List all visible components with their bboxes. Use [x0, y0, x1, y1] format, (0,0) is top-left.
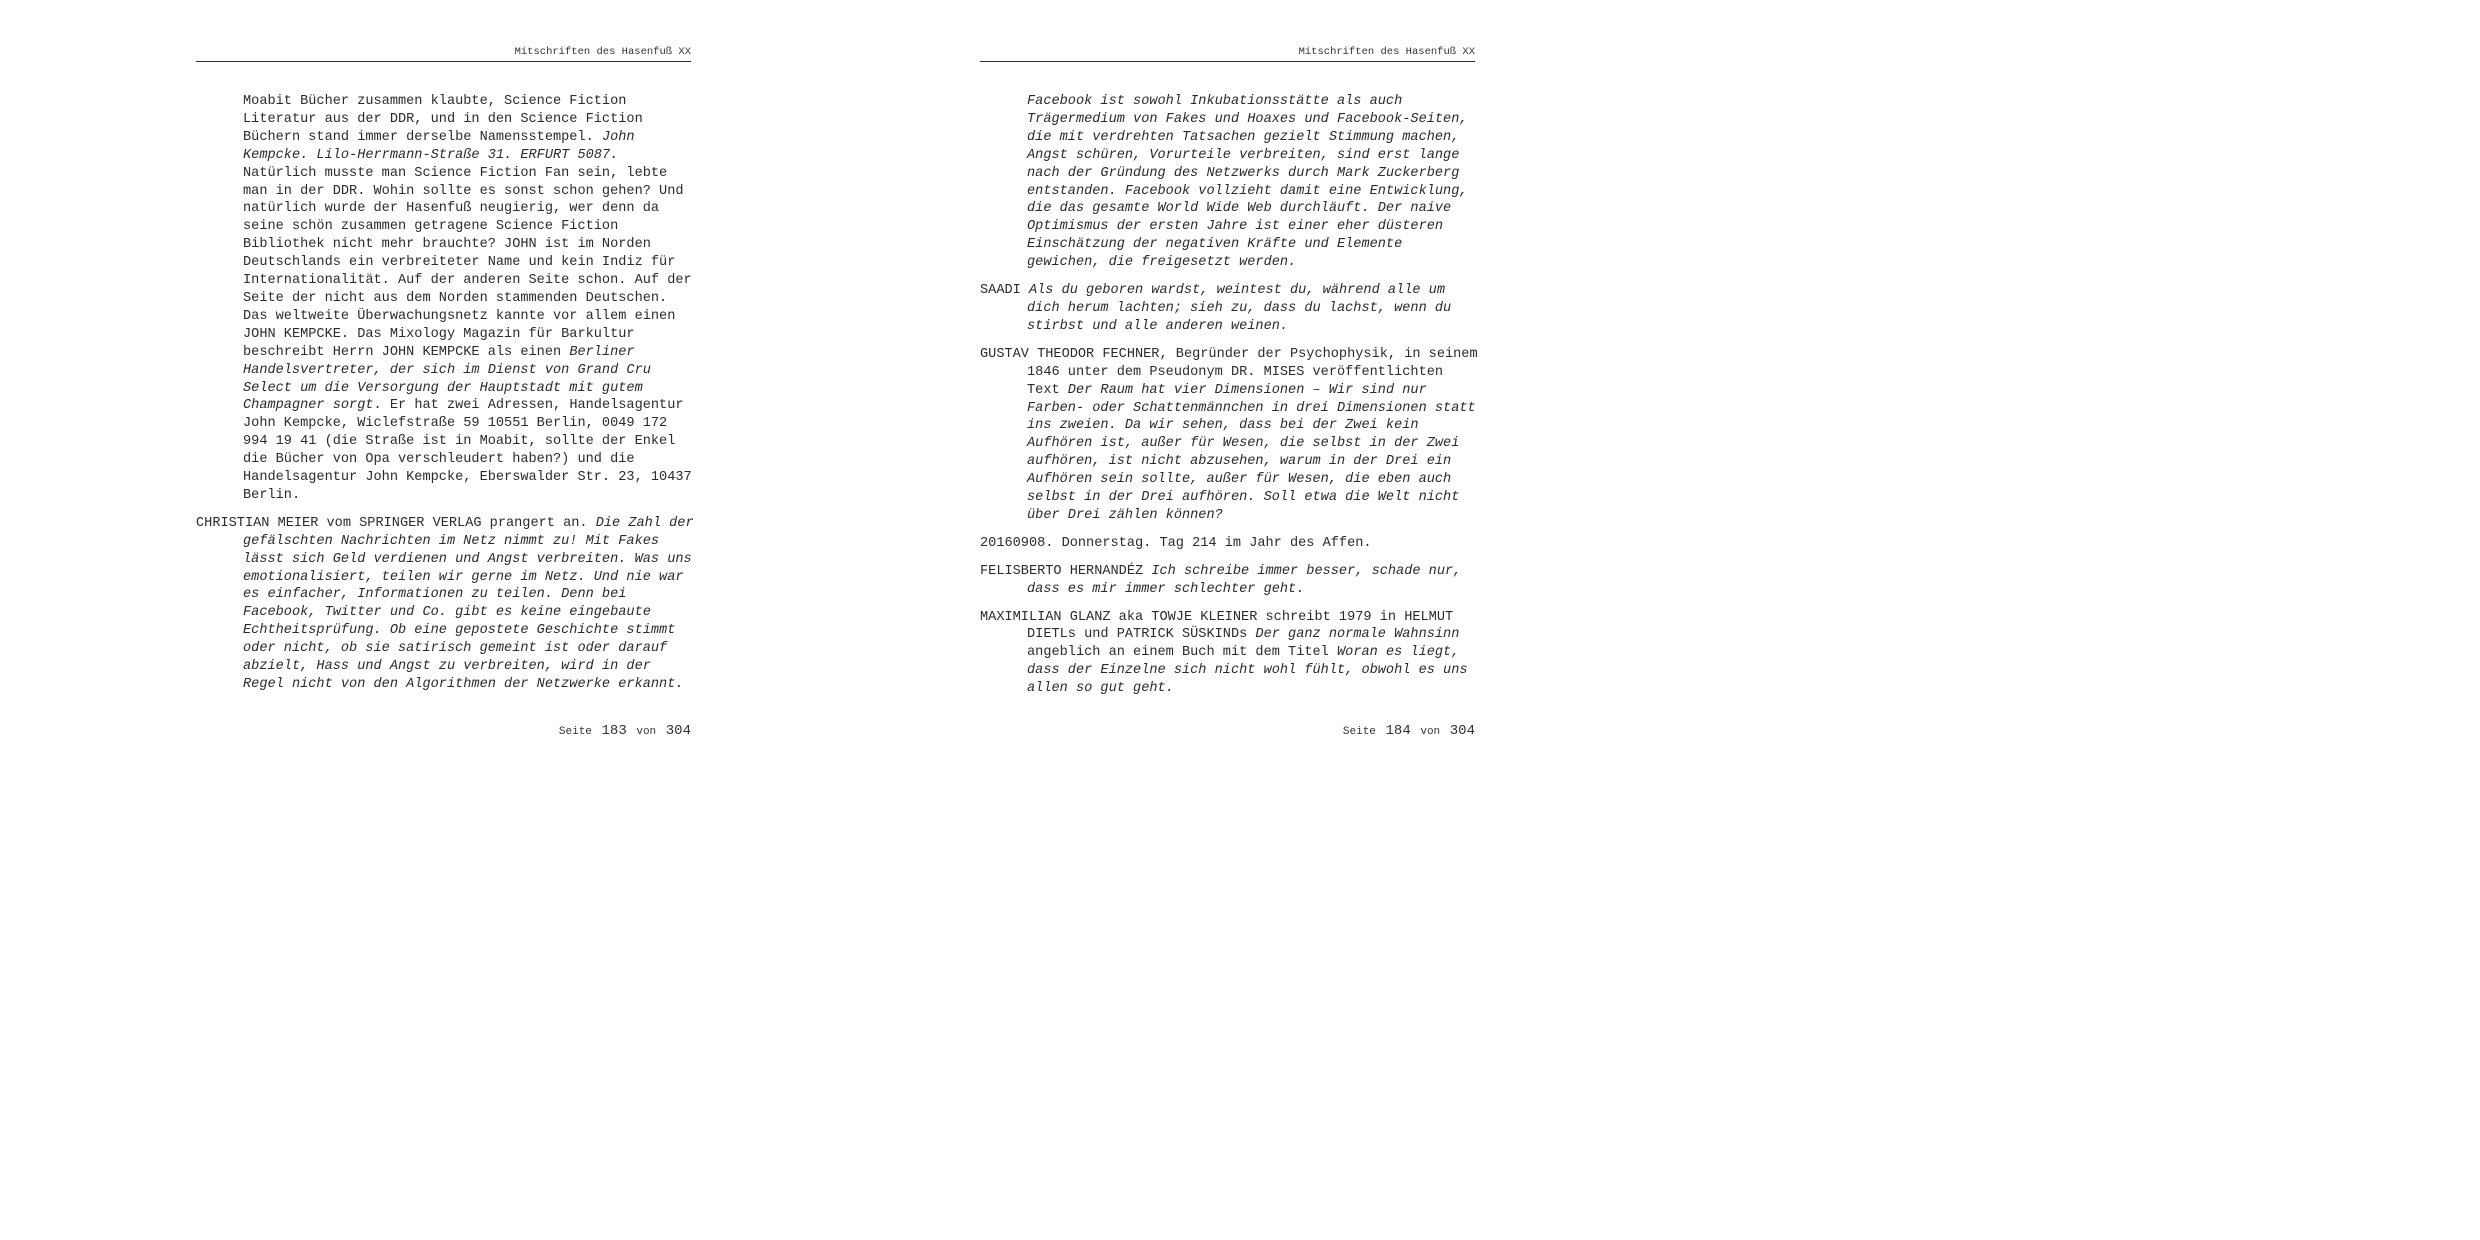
paragraph-facebook [980, 93, 1480, 272]
text-run: Facebook ist sowohl Inkubationsstätte als auch Trägermedium von Fakes und Hoaxes und Facebook-Seiten, die mit verdrehten Tatsachen gezielt Stimmung machen, Angst schüren, Vorurteile verbreiten, sind erst lange nach der Gründung des Netzwerks durch Mark Zuckerberg entstanden. Facebook vollzieht damit eine Entwicklung, die das gesamte World Wide Web durchläuft. Der naive Optimismus der ersten Jahre ist einer eher düsteren Einschätzung der negativen Kräfte und Elemente gewichen, die freigesetzt werden. [1027, 94, 1468, 271]
text-run: Berliner Handelsvertreter, der sich im Dienst von Grand Cru Select um die Versorgung der Hauptstadt mit gutem Champagner sorgt [243, 344, 651, 414]
footer-page-total: 304 [1449, 723, 1475, 739]
right-page [784, 0, 1568, 784]
text-run: FELISBERTO HERNANDÉZ [980, 563, 1152, 579]
running-header: Mitschriften des Hasenfuß XX [196, 46, 691, 62]
text-run: CHRISTIAN MEIER vom SPRINGER VERLAG prangert an. [196, 515, 596, 531]
footer-page-number: 183 [601, 723, 627, 739]
text-run: . Er hat zwei Adressen, Handelsagentur John Kempcke, Wiclefstraße 59 10551 Berlin, 0049 172 994 19 41 (die Straße ist in Moabit, sollte der Enkel die Bücher von Opa verschleudert haben?) und die Handelsagentur John Kempcke, Eberswalder Str. 23, 10437 Berlin. [243, 398, 692, 503]
footer-page-total: 304 [665, 723, 691, 739]
paragraph-meier [196, 515, 696, 694]
footer-von-label: von [636, 726, 657, 738]
text-run: Der ganz normale Wahnsinn [1255, 627, 1460, 643]
page-body [980, 93, 1480, 708]
footer-page-number: 184 [1385, 723, 1411, 739]
footer-seite-label: Seite [1342, 726, 1376, 738]
paragraph-kempcke [196, 93, 696, 505]
text-run: 20160908. Donnerstag. Tag 214 im Jahr des Affen. [980, 535, 1372, 551]
left-page [0, 0, 784, 784]
text-run: angeblich an einem Buch mit dem Titel [1027, 645, 1337, 661]
text-run: Die Zahl der gefälschten Nachrichten im Netz nimmt zu! Mit Fakes lässt sich Geld verdienen und Angst verbreiten. Was uns emotionalisiert, teilen wir gerne im Netz. Und nie war es einfacher, Informationen zu teilen. Denn bei Facebook, Twitter und Co. gibt es keine eingebaute Echtheitsprüfung. Ob eine gepostete Geschichte stimmt oder nicht, ob sie satirisch gemeint ist oder darauf abzielt, Hass und Angst zu verbreiten, wird in der Regel nicht von den Algorithmen der Netzwerke erkannt. [243, 515, 694, 692]
page-footer [196, 721, 691, 739]
text-run: Als du geboren wardst, weintest du, während alle um dich herum lachten; sieh zu, dass du lachst, wenn du stirbst und alle anderen weinen. [1027, 283, 1452, 334]
footer-seite-label: Seite [558, 726, 592, 738]
text-run: Ich schreibe immer besser, schade nur, dass es mir immer schlechter geht. [1027, 563, 1462, 597]
text-run: Der Raum hat vier Dimensionen – Wir sind nur Farben- oder Schattenmännchen in drei Dimensionen statt ins zweien. Da wir sehen, dass bei der Zwei kein Aufhören ist, außer für Wesen, die selbst in der Zwei aufhören, ist nicht abzusehen, warum in der Drei ein Aufhören sein sollte, außer für Wesen, die eben auch selbst in der Drei aufhören. Soll etwa die Welt nicht über Drei zählen können? [1027, 382, 1476, 523]
text-run: Woran es liegt, dass der Einzelne sich nicht wohl fühlt, obwohl es uns allen so gut geht. [1027, 645, 1468, 697]
footer-von-label: von [1420, 726, 1441, 738]
paragraph-saadi [980, 282, 1480, 336]
paragraph-date-entry [980, 535, 1480, 553]
running-header: Mitschriften des Hasenfuß XX [980, 46, 1475, 62]
paragraph-glanz [980, 609, 1480, 699]
page-body [196, 93, 696, 704]
page-footer [980, 721, 1475, 739]
text-run: MAXIMILIAN GLANZ aka TOWJE KLEINER schreibt 1979 in HELMUT DIETLs und PATRICK SÜSKINDs [980, 609, 1454, 643]
paragraph-fechner [980, 346, 1480, 525]
text-run: Natürlich musste man Science Fiction Fan sein, lebte man in der DDR. Wohin sollte es sonst schon gehen? Und natürlich wurde der Hasenfuß neugierig, wer denn da seine schön zusammen getragene Science Fiction Bibliothek nicht mehr brauchte? JOHN ist im Norden Deutschlands ein verbreiteter Name und kein Indiz für Internationalität. Auf der anderen Seite schon. Auf der Seite der nicht aus dem Norden stammenden Deutschen. Das weltweite Überwachungsnetz kannte vor allem einen JOHN KEMPCKE. Das Mixology Magazin für Barkultur beschreibt Herrn JOHN KEMPCKE als einen [243, 165, 692, 360]
text-run: GUSTAV THEODOR FECHNER, Begründer der Psychophysik, in seinem 1846 unter dem Pseudonym DR. MISES veröffentlichten Text [980, 346, 1478, 398]
paragraph-hernandez [980, 563, 1480, 599]
text-run: Moabit Bücher zusammen klaubte, Science Fiction Literatur aus der DDR, und in den Science Fiction Büchern stand immer derselbe Namensstempel. [243, 94, 643, 145]
text-run: SAADI [980, 283, 1029, 299]
text-run: John Kempcke. Lilo-Herrmann-Straße 31. ERFURT 5087. [243, 129, 635, 163]
